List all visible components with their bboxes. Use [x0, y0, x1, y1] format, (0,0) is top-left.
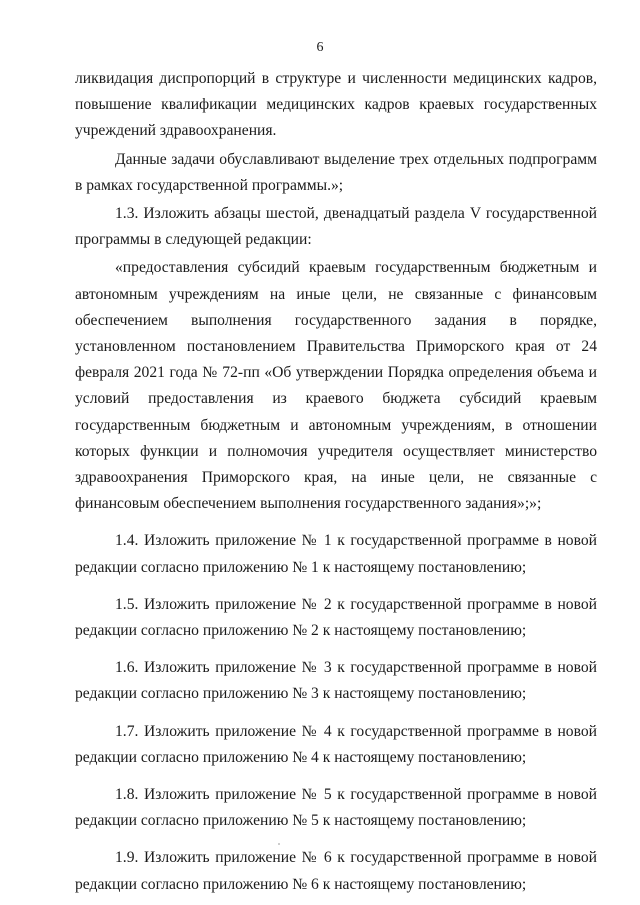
page-number: 6 [316, 40, 324, 55]
paragraph-continuation: ликвидация диспропорций в структуре и численности медицинских кадров, повышение квалификации медицинских кадров краевых государственных учреждений здравоохранения. [75, 70, 597, 140]
paragraph-item-1-9: 1.9. Изложить приложение № 6 к государственной программе в новой редакции согласно приложению № 6 к настоящему постановлению; [75, 849, 597, 893]
document-body [75, 66, 597, 898]
paragraph-item-1-6: 1.6. Изложить приложение № 3 к государственной программе в новой редакции согласно приложению № 3 к настоящему постановлению; [75, 659, 597, 703]
scan-speck [278, 843, 280, 845]
paragraph-quoted-amendment: «предоставления субсидий краевым государственным бюджетным и автономным учреждениям на иные цели, не связанные с финансовым обеспечением выполнения государственного задания в порядке, установленном постановлением Правительства Приморского края от 24 февраля 2021 года № 72-пп «Об утверждении Порядка определения объема и условий предоставления из краевого бюджета субсидий краевым государственным бюджетным и автономным учреждениям, в отношении которых функции и полномочия учредителя осуществляет министерство здравоохранения Приморского края, на иные цели, не связанные с финансовым обеспечением выполнения государственного задания»;»; [75, 259, 597, 513]
paragraph-item-1-7: 1.7. Изложить приложение № 4 к государственной программе в новой редакции согласно приложению № 4 к настоящему постановлению; [75, 722, 597, 766]
paragraph-tasks-summary: Данные задачи обуславливают выделение трех отдельных подпрограмм в рамках государственной программы.»; [75, 150, 597, 194]
paragraph-item-1-8: 1.8. Изложить приложение № 5 к государственной программе в новой редакции согласно приложению № 5 к настоящему постановлению; [75, 786, 597, 830]
paragraph-item-1-5: 1.5. Изложить приложение № 2 к государственной программе в новой редакции согласно приложению № 2 к настоящему постановлению; [75, 595, 597, 640]
paragraph-item-1-4: 1.4. Изложить приложение № 1 к государственной программе в новой редакции согласно приложению № 1 к настоящему постановлению; [75, 532, 597, 576]
paragraph-item-1-3: 1.3. Изложить абзацы шестой, двенадцатый раздела V государственной программы в следующей редакции: [75, 205, 597, 249]
